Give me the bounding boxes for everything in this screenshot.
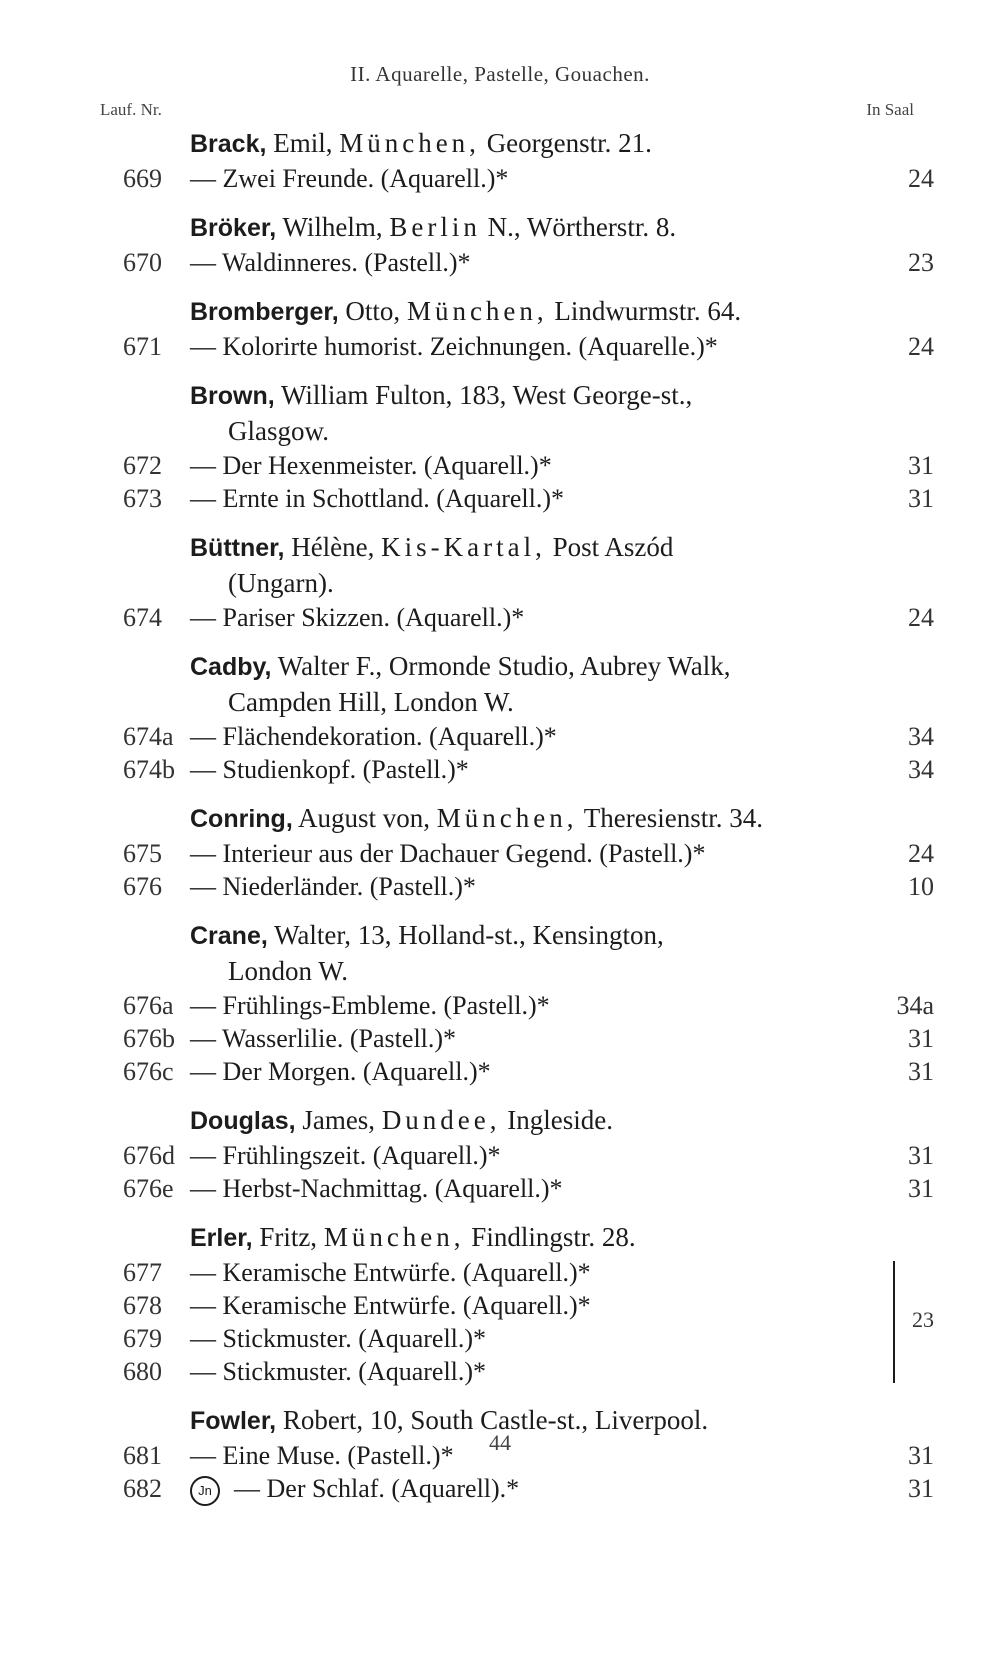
work-number: 669 xyxy=(123,164,162,193)
work-title-text: — Zwei Freunde. (Aquarell.)* xyxy=(190,164,509,193)
artist-first-name: August von, xyxy=(298,803,431,833)
work-room: 31 xyxy=(908,1174,934,1203)
work-title xyxy=(190,1472,519,1506)
work-title-text: — Wasserlilie. (Pastell.)* xyxy=(190,1024,457,1053)
artist-address-continued: Glasgow. xyxy=(228,416,329,446)
work-number: 682 xyxy=(123,1474,162,1503)
work-title xyxy=(190,330,718,363)
artist-name: Douglas, xyxy=(190,1107,296,1135)
work-row xyxy=(0,1289,1000,1322)
work-row xyxy=(0,837,1000,870)
artist-address-continued: (Ungarn). xyxy=(228,568,334,598)
work-row xyxy=(0,1322,1000,1355)
artist-heading xyxy=(190,649,890,720)
work-title xyxy=(190,1172,563,1205)
work-number: 678 xyxy=(123,1291,162,1320)
work-row xyxy=(0,162,1000,195)
artist-heading xyxy=(190,530,890,601)
artist-first-name: Otto, xyxy=(345,296,401,326)
work-title-text: — Herbst-Nachmittag. (Aquarell.)* xyxy=(190,1174,563,1203)
artist-address: 10, South Castle-st., Liverpool. xyxy=(369,1405,709,1435)
work-row xyxy=(0,1172,1000,1205)
artist-city: Kis-Kartal, xyxy=(381,532,546,562)
work-room: 34 xyxy=(908,755,934,784)
work-number: 676a xyxy=(123,991,174,1020)
work-row xyxy=(0,989,1000,1022)
artist-name: Fowler, xyxy=(190,1407,277,1435)
artist-name: Brown, xyxy=(190,382,275,410)
work-number: 679 xyxy=(123,1324,162,1353)
artist-first-name: James, xyxy=(302,1105,376,1135)
work-row xyxy=(0,1256,1000,1289)
artist-address: Ingleside. xyxy=(507,1105,614,1135)
work-title-text: — Keramische Entwürfe. (Aquarell.)* xyxy=(190,1291,591,1320)
work-number: 677 xyxy=(123,1258,162,1287)
work-title-text: — Waldinneres. (Pastell.)* xyxy=(190,248,471,277)
work-room: 24 xyxy=(908,164,934,193)
work-number: 672 xyxy=(123,451,162,480)
work-title xyxy=(190,1322,486,1355)
artist-name: Cadby, xyxy=(190,653,272,681)
work-row xyxy=(0,1355,1000,1388)
work-title xyxy=(190,870,476,903)
work-room: 34a xyxy=(896,991,934,1020)
work-row xyxy=(0,482,1000,515)
work-room: 31 xyxy=(908,484,934,513)
artist-city: München, xyxy=(323,1222,465,1252)
artist-entry xyxy=(0,918,1000,1088)
room-bracket xyxy=(893,1261,895,1383)
artist-first-name: Walter, xyxy=(274,920,352,950)
work-title-text: — Der Morgen. (Aquarell.)* xyxy=(190,1057,491,1086)
artist-first-name: Walter F., xyxy=(277,651,383,681)
artist-address: Ormonde Studio, Aubrey Walk, xyxy=(388,651,731,681)
artist-entry xyxy=(0,649,1000,786)
artist-first-name: Robert, xyxy=(282,1405,364,1435)
work-title xyxy=(190,449,552,482)
artist-heading xyxy=(190,1103,890,1139)
artist-name: Brack, xyxy=(190,130,267,158)
work-title-text: — Eine Muse. (Pastell.)* xyxy=(190,1441,454,1470)
work-title xyxy=(190,720,557,753)
work-title-text: — Kolorirte humorist. Zeichnungen. (Aquarelle.)* xyxy=(190,332,718,361)
artist-address: 13, Holland-st., Kensington, xyxy=(357,920,664,950)
artist-city: München, xyxy=(339,128,480,158)
artist-first-name: Wilhelm, xyxy=(282,212,383,242)
work-title xyxy=(190,162,508,195)
work-title xyxy=(190,1256,591,1289)
artist-entry xyxy=(0,378,1000,515)
work-number: 674b xyxy=(123,755,175,784)
work-row xyxy=(0,330,1000,363)
artist-name: Bromberger, xyxy=(190,298,339,326)
work-title-text: — Flächendekoration. (Aquarell.)* xyxy=(190,722,557,751)
work-room: 31 xyxy=(908,1024,934,1053)
work-room: 31 xyxy=(908,451,934,480)
artist-name: Bröker, xyxy=(190,214,277,242)
work-title-text: — Niederländer. (Pastell.)* xyxy=(190,872,476,901)
artist-entry xyxy=(0,126,1000,195)
work-row xyxy=(0,1022,1000,1055)
work-title-text: — Keramische Entwürfe. (Aquarell.)* xyxy=(190,1258,591,1287)
column-header-room: In Saal xyxy=(866,100,914,119)
work-title xyxy=(190,989,550,1022)
work-title xyxy=(190,1289,591,1322)
artist-heading xyxy=(190,126,890,162)
artist-entry xyxy=(0,530,1000,634)
artist-name: Büttner, xyxy=(190,534,285,562)
work-row xyxy=(0,1139,1000,1172)
artist-heading xyxy=(190,1220,890,1256)
artist-entry xyxy=(0,801,1000,903)
work-room: 10 xyxy=(908,872,934,901)
artist-city: München, xyxy=(436,803,578,833)
artist-first-name: Emil, xyxy=(273,128,333,158)
work-row xyxy=(0,449,1000,482)
artist-address-continued: Campden Hill, London W. xyxy=(228,687,514,717)
work-title-text: — Frühlings-Embleme. (Pastell.)* xyxy=(190,991,550,1020)
artist-name: Crane, xyxy=(190,922,268,950)
artist-heading xyxy=(190,294,890,330)
work-title-text: — Pariser Skizzen. (Aquarell.)* xyxy=(190,603,525,632)
artist-name: Erler, xyxy=(190,1224,253,1252)
work-room: 34 xyxy=(908,722,934,751)
work-title-text: — Studienkopf. (Pastell.)* xyxy=(190,755,469,784)
artist-heading xyxy=(190,378,890,449)
jury-stamp-icon: Jn xyxy=(190,1476,220,1506)
work-room: 31 xyxy=(908,1057,934,1086)
artist-address: Lindwurmstr. 64. xyxy=(554,296,742,326)
work-room: 31 xyxy=(908,1441,934,1470)
work-number: 674a xyxy=(123,722,174,751)
work-title-text: — Interieur aus der Dachauer Gegend. (Pastell.)* xyxy=(190,839,706,868)
artist-heading xyxy=(190,801,890,837)
artist-address-continued: London W. xyxy=(228,956,349,986)
artist-heading xyxy=(190,210,890,246)
work-number: 676e xyxy=(123,1174,174,1203)
work-room: 24 xyxy=(908,603,934,632)
artist-first-name: William Fulton, xyxy=(280,380,453,410)
artist-address: 183, West George-st., xyxy=(459,380,693,410)
artist-entry xyxy=(0,1103,1000,1205)
artist-address: N., Wörtherstr. 8. xyxy=(487,212,677,242)
work-title xyxy=(190,837,705,870)
work-row xyxy=(0,870,1000,903)
artist-address: Findlingstr. 28. xyxy=(471,1222,636,1252)
artist-entry xyxy=(0,210,1000,279)
artist-address: Post Aszód xyxy=(552,532,674,562)
artist-city: Berlin xyxy=(389,212,481,242)
work-title xyxy=(190,482,564,515)
work-number: 676 xyxy=(123,872,162,901)
artist-first-name: Hélène, xyxy=(291,532,375,562)
artist-address: Georgenstr. 21. xyxy=(486,128,652,158)
page-number: 44 xyxy=(489,1430,511,1455)
work-title-text: — Ernte in Schottland. (Aquarell.)* xyxy=(190,484,565,513)
column-header-number: Lauf. Nr. xyxy=(100,100,162,119)
work-number: 676c xyxy=(123,1057,174,1086)
work-title-text: — Frühlingszeit. (Aquarell.)* xyxy=(190,1141,501,1170)
work-row xyxy=(0,1472,1000,1505)
work-row xyxy=(0,246,1000,279)
work-number: 674 xyxy=(123,603,162,632)
work-number: 676b xyxy=(123,1024,175,1053)
artist-city: München, xyxy=(406,296,548,326)
catalog-entries xyxy=(0,126,1000,1505)
artist-entry xyxy=(0,294,1000,363)
work-title xyxy=(190,1022,456,1055)
work-title-text: — Stickmuster. (Aquarell.)* xyxy=(190,1357,487,1386)
work-title-text: — Stickmuster. (Aquarell.)* xyxy=(190,1324,487,1353)
work-number: 681 xyxy=(123,1441,162,1470)
work-room: 31 xyxy=(908,1474,934,1503)
work-room: 31 xyxy=(908,1141,934,1170)
running-head: II. Aquarelle, Pastelle, Gouachen. xyxy=(350,62,650,86)
work-row xyxy=(0,720,1000,753)
work-row xyxy=(0,1055,1000,1088)
work-number: 680 xyxy=(123,1357,162,1386)
artist-name: Conring, xyxy=(190,805,293,833)
work-title-text: — Der Hexenmeister. (Aquarell.)* xyxy=(190,451,552,480)
work-room: 24 xyxy=(908,332,934,361)
work-title xyxy=(190,246,470,279)
work-title xyxy=(190,1139,501,1172)
work-title xyxy=(190,753,469,786)
artist-city: Dundee, xyxy=(381,1105,501,1135)
work-row xyxy=(0,753,1000,786)
work-room: 23 xyxy=(908,248,934,277)
work-number: 671 xyxy=(123,332,162,361)
work-title xyxy=(190,1055,491,1088)
work-number: 670 xyxy=(123,248,162,277)
work-title-text: — Der Schlaf. (Aquarell).* xyxy=(234,1474,520,1503)
work-title xyxy=(190,601,524,634)
work-number: 673 xyxy=(123,484,162,513)
artist-heading xyxy=(190,918,890,989)
work-row xyxy=(0,601,1000,634)
work-number: 676d xyxy=(123,1141,175,1170)
work-number: 675 xyxy=(123,839,162,868)
work-room: 24 xyxy=(908,839,934,868)
artist-first-name: Fritz, xyxy=(259,1222,318,1252)
artist-entry xyxy=(0,1220,1000,1388)
group-room: 23 xyxy=(912,1307,934,1332)
work-title xyxy=(190,1355,486,1388)
artist-address: Theresienstr. 34. xyxy=(583,803,764,833)
